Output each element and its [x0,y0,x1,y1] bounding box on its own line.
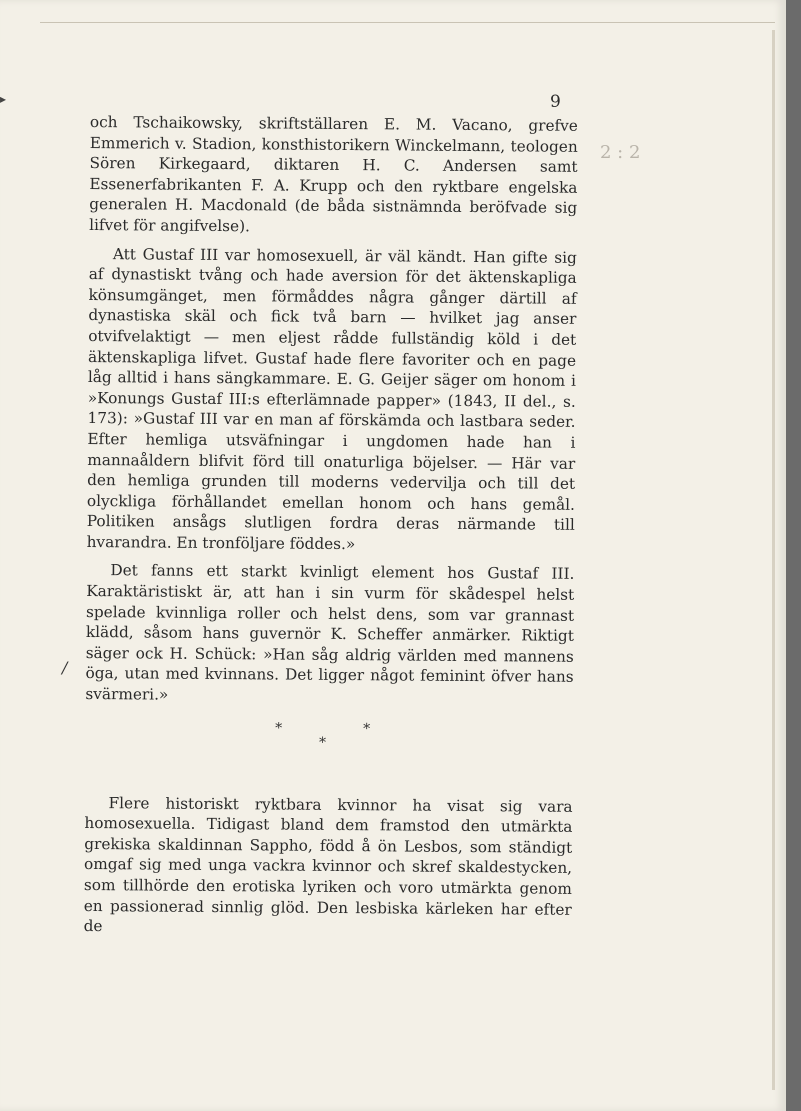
margin-arrow: ▸ [0,92,7,106]
separator-asterisk: * [318,734,327,751]
page-edge-line [40,22,775,23]
section-separator [85,717,573,781]
paragraph: Det fanns ett starkt kvinligt element hos Gustaf III. Karaktäristiskt är, att han i sin vurm för skådespel helst spelade kvinnliga roller och helst dens, som var grannast klädd, såsom hans guvernör K. Scheffer anmärker. Riktigt säger ock H. Schück: »Han såg aldrig världen med mannens öga, utan med kvinnans. Det ligger något feminint öfver hans svärmeri.» [85,561,575,704]
separator-asterisk: * [363,720,371,737]
paragraph: och Tschaikowsky, skriftställaren E. M. Vacano, grefve Emmerich v. Stadion, konsthistorikern Winckelmann, teologen Sören Kirkegaard, diktaren H. C. Andersen samt Essenerfabrikanten F. A. Krupp och den ryktbare engelska generalen H. Macdonald (de båda sistnämnda beröfvade sig lifvet för angifvelse). [89,112,578,236]
paragraph: Att Gustaf III var homosexuell, är väl kändt. Han gifte sig af dynastiskt tvång och hade aversion för det äktenskapliga könsumgänget, men förmåddes några gånger därtill af dynastiska skäl och fick två barn — hvilket jag anser otvifvelaktigt — men eljest rådde fullständig köld i det äktenskapliga lifvet. Gustaf hade flere favoriter och en page låg alltid i hans sängkammare. E. G. Geijer säger om honom i »Konungs Gustaf III:s efterlämnade papper» (1843, II del., s. 173): »Gustaf III var en man af förskämda och lastbara seder. Efter hemliga utsväfningar i ungdomen hade han i mannaåldern blifvit förd till onaturliga böjelser. — Här var den hemliga grunden till moderns vedervilja och till det olyckliga förhållandet emellan honom och hans gemål. Politiken ansågs slutligen fordra deras närmande till hvarandra. En tronföljare föddes.» [86,244,577,553]
pencil-marks: 2 : 2 [600,142,641,163]
paragraph: Flere historiskt ryktbara kvinnor ha visat sig vara homosexuella. Tidigast bland dem framstod den utmärkta grekiska skaldinnan Sappho, född å ön Lesbos, som ständigt omgaf sig med unga vackra kvinnor och skref skaldestycken, som tillhörde den erotiska lyriken och voro utmärkta genom en passionerad sinnlig glöd. Den lesbiska kärleken har efter de [83,793,573,936]
page-right-edge [772,30,775,1090]
margin-mark: / [62,658,68,677]
page-content [84,112,578,941]
separator-asterisk: * [275,720,283,737]
page-number: 9 [550,92,561,112]
